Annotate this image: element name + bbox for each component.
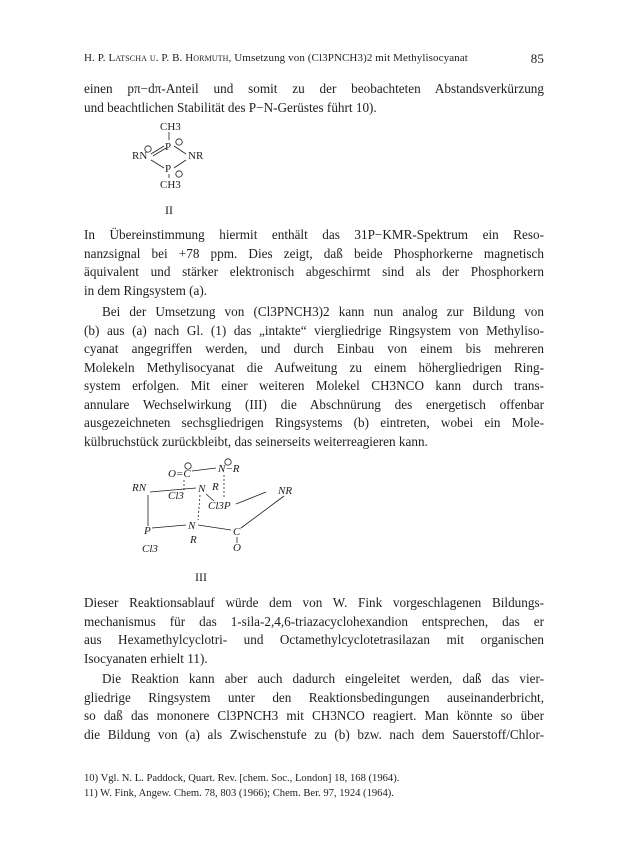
text-line: Die Reaktion kann aber auch dadurch eingeleitet werden, daß das vier- bbox=[102, 671, 544, 686]
bond-line bbox=[198, 495, 200, 520]
bond-line bbox=[174, 160, 186, 168]
text-line: die Bildung von (a) als Zwischenstufe zu (b) bzw. nach dem Sauerstoff/Chlor- bbox=[84, 726, 544, 742]
structure-figure-2 bbox=[118, 118, 238, 218]
bond-line bbox=[174, 146, 186, 154]
atom-r-star: R bbox=[212, 481, 219, 493]
figure-3-label: III bbox=[195, 570, 207, 584]
atom-rn: RN bbox=[132, 482, 147, 494]
figure-2-label: II bbox=[165, 203, 173, 217]
header-authors: H. P. Latscha u. P. B. Hormuth, bbox=[84, 52, 232, 64]
charge-minus-icon bbox=[145, 146, 151, 152]
paragraph-2 bbox=[84, 226, 544, 300]
bond-line bbox=[192, 468, 216, 471]
text-line: aus Hexamethylcyclotri- und Octamethylcyclotetrasilazan mit organischen bbox=[84, 632, 544, 647]
paragraph-5 bbox=[84, 670, 544, 744]
atom-cl3-bottom: Cl3 bbox=[142, 543, 158, 555]
text-line: annulare Wechselwirkung (III) die Abschnürung des energetisch offenbar bbox=[84, 396, 544, 412]
atom-p-left: P bbox=[144, 525, 151, 537]
footnote-10: 10) Vgl. N. L. Paddock, Quart. Rev. [chem. Soc., London] 18, 168 (1964). bbox=[84, 773, 400, 784]
text-line: cyanat angegriffen werden, und durch Einbau von einem bis mehreren bbox=[84, 341, 544, 356]
paragraph-3 bbox=[84, 303, 544, 451]
text-line: nanzsignal bei +78 ppm. Dies zeigt, daß beide Phosphorkerne magnetisch bbox=[84, 245, 544, 261]
atom-ch3-top: CH3 bbox=[160, 121, 181, 133]
text-line: system erfolgen. Mit einer weiteren Molekel CH3NCO kann durch trans- bbox=[84, 378, 544, 393]
text-line: Isocyanaten erhielt 11). bbox=[84, 650, 208, 666]
text-line: gliedrige Ringsystem unter den Reaktionsbedingungen auseinanderbricht, bbox=[84, 689, 544, 705]
bond-line bbox=[198, 525, 231, 530]
bond-line bbox=[236, 492, 266, 504]
atom-cl3p: Cl3P bbox=[208, 500, 231, 512]
atom-nr: NR bbox=[188, 150, 204, 162]
atom-c-bottom: C bbox=[233, 526, 241, 538]
paragraph-1 bbox=[84, 80, 544, 117]
atom-oc: O=C bbox=[168, 468, 191, 480]
atom-o-bottom: O bbox=[233, 542, 241, 554]
atom-p-top: P bbox=[165, 141, 172, 153]
footnotes bbox=[84, 771, 544, 801]
bond-line bbox=[241, 496, 284, 528]
text-line: äquivalent und stärker elektronisch abgeschirmt sind als der Phosphorkern bbox=[84, 264, 544, 279]
text-line: külbruchstück zurückbleibt, das seinerseits weiterreagieren kann. bbox=[84, 433, 428, 449]
text-line: einen pπ−dπ-Anteil und somit zu der beobachteten Abstandsverkürzung bbox=[84, 81, 544, 96]
text-line: In Übereinstimmung hiermit enthält das 31P−KMR-Spektrum ein Reso- bbox=[84, 227, 544, 242]
structure-3-drawing bbox=[116, 458, 316, 568]
text-line: so daß das mononere Cl3PNCH3 mit CH3NCO reagiert. Man könnte so über bbox=[84, 708, 544, 723]
charge-plus-icon bbox=[176, 139, 182, 145]
structure-figure-3 bbox=[116, 458, 316, 568]
structure-2-drawing bbox=[118, 118, 238, 218]
bond-line bbox=[152, 525, 186, 528]
bond-line bbox=[151, 160, 164, 168]
text-line: (b) aus (a) nach Gl. (1) das „intakte“ viergliedrige Ringsystem von Methyliso- bbox=[84, 322, 544, 338]
text-line: in dem Ringsystem (a). bbox=[84, 282, 208, 298]
page-number: 85 bbox=[530, 51, 544, 66]
atom-r-bottom: R bbox=[190, 534, 197, 546]
atom-n-bottom: N bbox=[188, 520, 196, 532]
paragraph-4 bbox=[84, 594, 544, 668]
atom-nr-right: NR bbox=[278, 485, 293, 497]
text-line: und beachtlichen Stabilität des P−N-Gerüstes führt 10). bbox=[84, 99, 377, 115]
charge-minus-icon bbox=[176, 171, 182, 177]
text-line: Bei der Umsetzung von (Cl3PNCH3)2 kann nun analog zur Bildung von bbox=[102, 304, 544, 319]
header-citation bbox=[84, 52, 468, 64]
atom-cl3: Cl3 bbox=[168, 490, 184, 502]
running-header bbox=[84, 52, 544, 68]
atom-ch3-bottom: CH3 bbox=[160, 179, 181, 191]
header-title: Umsetzung von (Cl3PNCH3)2 mit Methylisocyanat bbox=[234, 52, 468, 64]
atom-nr-top: N−R bbox=[218, 463, 240, 475]
text-line: ausgezeichneten sechsgliedrigen Ringsystems (b) eintreten, wobei ein Mole- bbox=[84, 415, 544, 430]
atom-n-star: N bbox=[198, 483, 206, 495]
text-line: Molekeln Methylisocyanat die Aufweitung zu einem höhergliedrigen Ring- bbox=[84, 359, 544, 375]
atom-rn: RN bbox=[132, 150, 148, 162]
text-line: mechanismus für das 1-sila-2,4,6-triazacyclohexandion entsprechen, das er bbox=[84, 613, 544, 629]
text-line: Dieser Reaktionsablauf würde dem von W. Fink vorgeschlagenen Bildungs- bbox=[84, 595, 544, 610]
atom-p-bottom: P bbox=[165, 163, 172, 175]
footnote-11: 11) W. Fink, Angew. Chem. 78, 803 (1966); Chem. Ber. 97, 1924 (1964). bbox=[84, 788, 394, 799]
